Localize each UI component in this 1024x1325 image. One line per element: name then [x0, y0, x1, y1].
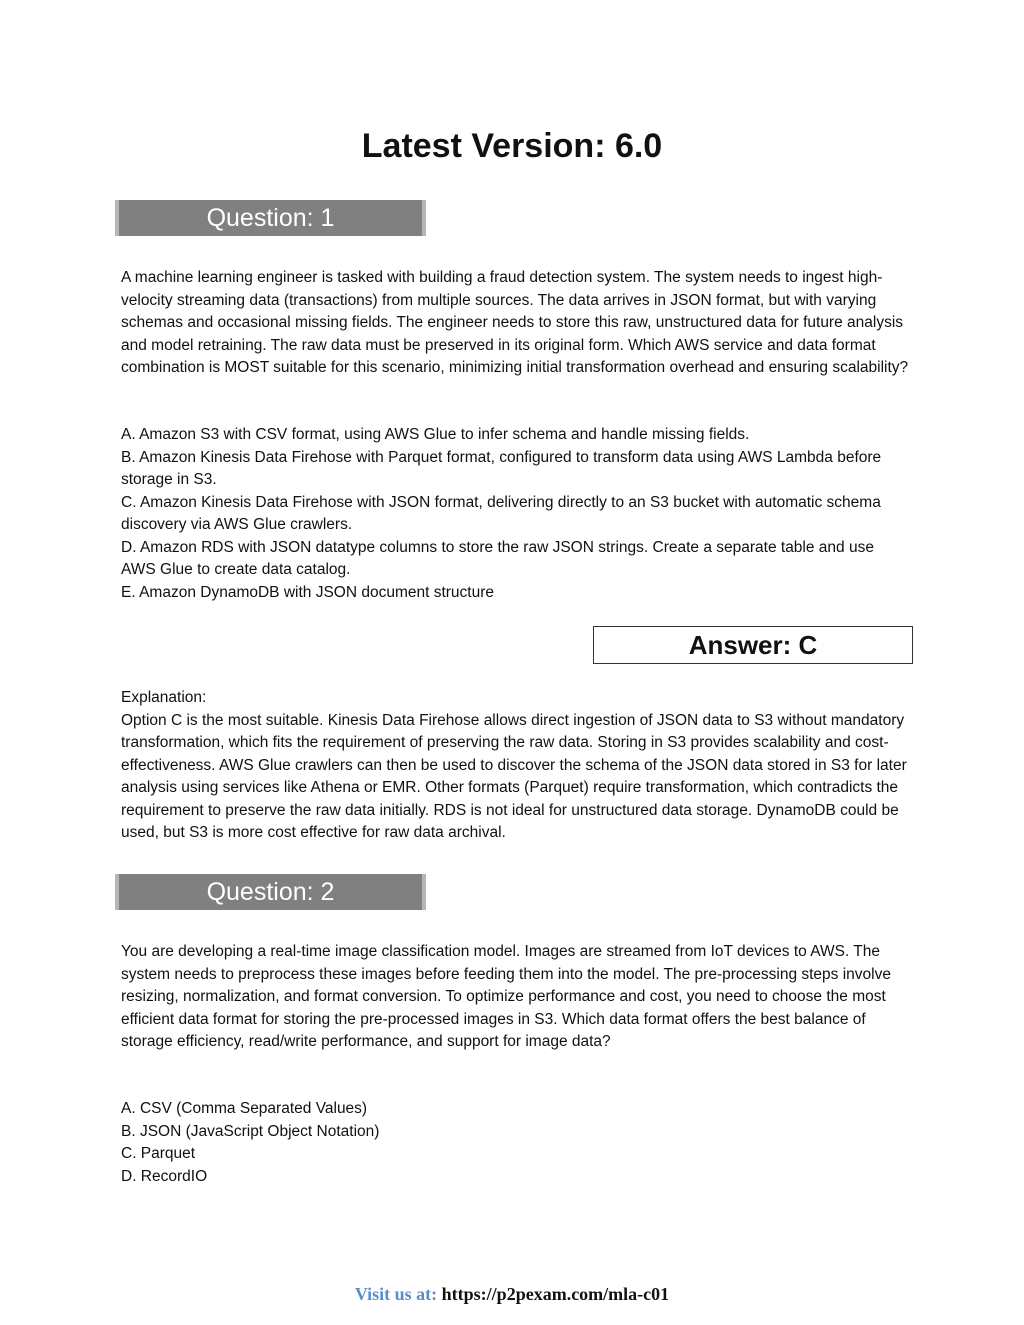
footer: [0, 1282, 1024, 1306]
option-d: D. Amazon RDS with JSON datatype columns to store the raw JSON strings. Create a separate table and use AWS Glue to create data catalog.: [121, 538, 874, 578]
option-c: C. Amazon Kinesis Data Firehose with JSON format, delivering directly to an S3 bucket with automatic schema discovery via AWS Glue crawlers.: [121, 493, 881, 533]
question-2-label: Question: 2: [206, 878, 335, 906]
question-1-text: [121, 267, 911, 380]
question-2-banner: [115, 874, 426, 910]
question-2-options: [121, 1098, 911, 1188]
question-1-options: [121, 424, 911, 604]
question-1-prompt: A machine learning engineer is tasked with building a fraud detection system. The system needs to ingest high-velocity streaming data (transactions) from multiple sources. The data arrives in JSON format, but with varying schemas and occasional missing fields. The engineer needs to store this raw, unstructured data for future analysis and model retraining. The raw data must be preserved in its original form. Which AWS service and data format combination is MOST suitable for this scenario, minimizing initial transformation overhead and ensuring scalability?: [121, 269, 909, 376]
option-b: B. Amazon Kinesis Data Firehose with Parquet format, configured to transform data using AWS Lambda before storage in S3.: [121, 448, 882, 488]
option-b: B. JSON (JavaScript Object Notation): [121, 1122, 380, 1140]
explanation-block: [121, 687, 911, 845]
page-title: Latest Version: 6.0: [361, 127, 663, 165]
explanation-text: Option C is the most suitable. Kinesis Data Firehose allows direct ingestion of JSON data to S3 without mandatory transformation, which fits the requirement of preserving the raw data. Storing in S3 provides scalability and cost-effectiveness. AWS Glue crawlers can then be used to discover the schema of the JSON data stored in S3 for later analysis using services like Athena or EMR. Other formats (Parquet) require transformation, which contradicts the requirement to preserve the raw data initially. RDS is not ideal for unstructured data storage. DynamoDB could be used, but S3 is more cost effective for raw data archival.: [121, 711, 907, 841]
question-2-text: [121, 941, 911, 1054]
answer-box: Answer: C: [593, 626, 913, 664]
option-c: C. Parquet: [121, 1145, 196, 1162]
option-d: D. RecordIO: [121, 1167, 208, 1185]
explanation-label: Explanation:: [121, 689, 207, 706]
option-a: A. Amazon S3 with CSV format, using AWS Glue to infer schema and handle missing fields.: [121, 426, 750, 443]
footer-url-link[interactable]: https://p2pexam.com/mla-c01: [441, 1284, 670, 1304]
question-1-label: Question: 1: [206, 204, 335, 232]
option-e: E. Amazon DynamoDB with JSON document structure: [121, 583, 495, 601]
footer-visit-label: Visit us at:: [354, 1284, 438, 1304]
option-a: A. CSV (Comma Separated Values): [121, 1100, 368, 1117]
question-1-banner: [115, 200, 426, 236]
question-2-prompt: You are developing a real-time image classification model. Images are streamed from IoT devices to AWS. The system needs to preprocess these images before feeding them into the model. The pre-processing steps involve resizing, normalization, and format conversion. To optimize performance and cost, you need to choose the most efficient data format for storing the pre-processed images in S3. Which data format offers the best balance of storage efficiency, read/write performance, and support for image data?: [121, 943, 891, 1050]
